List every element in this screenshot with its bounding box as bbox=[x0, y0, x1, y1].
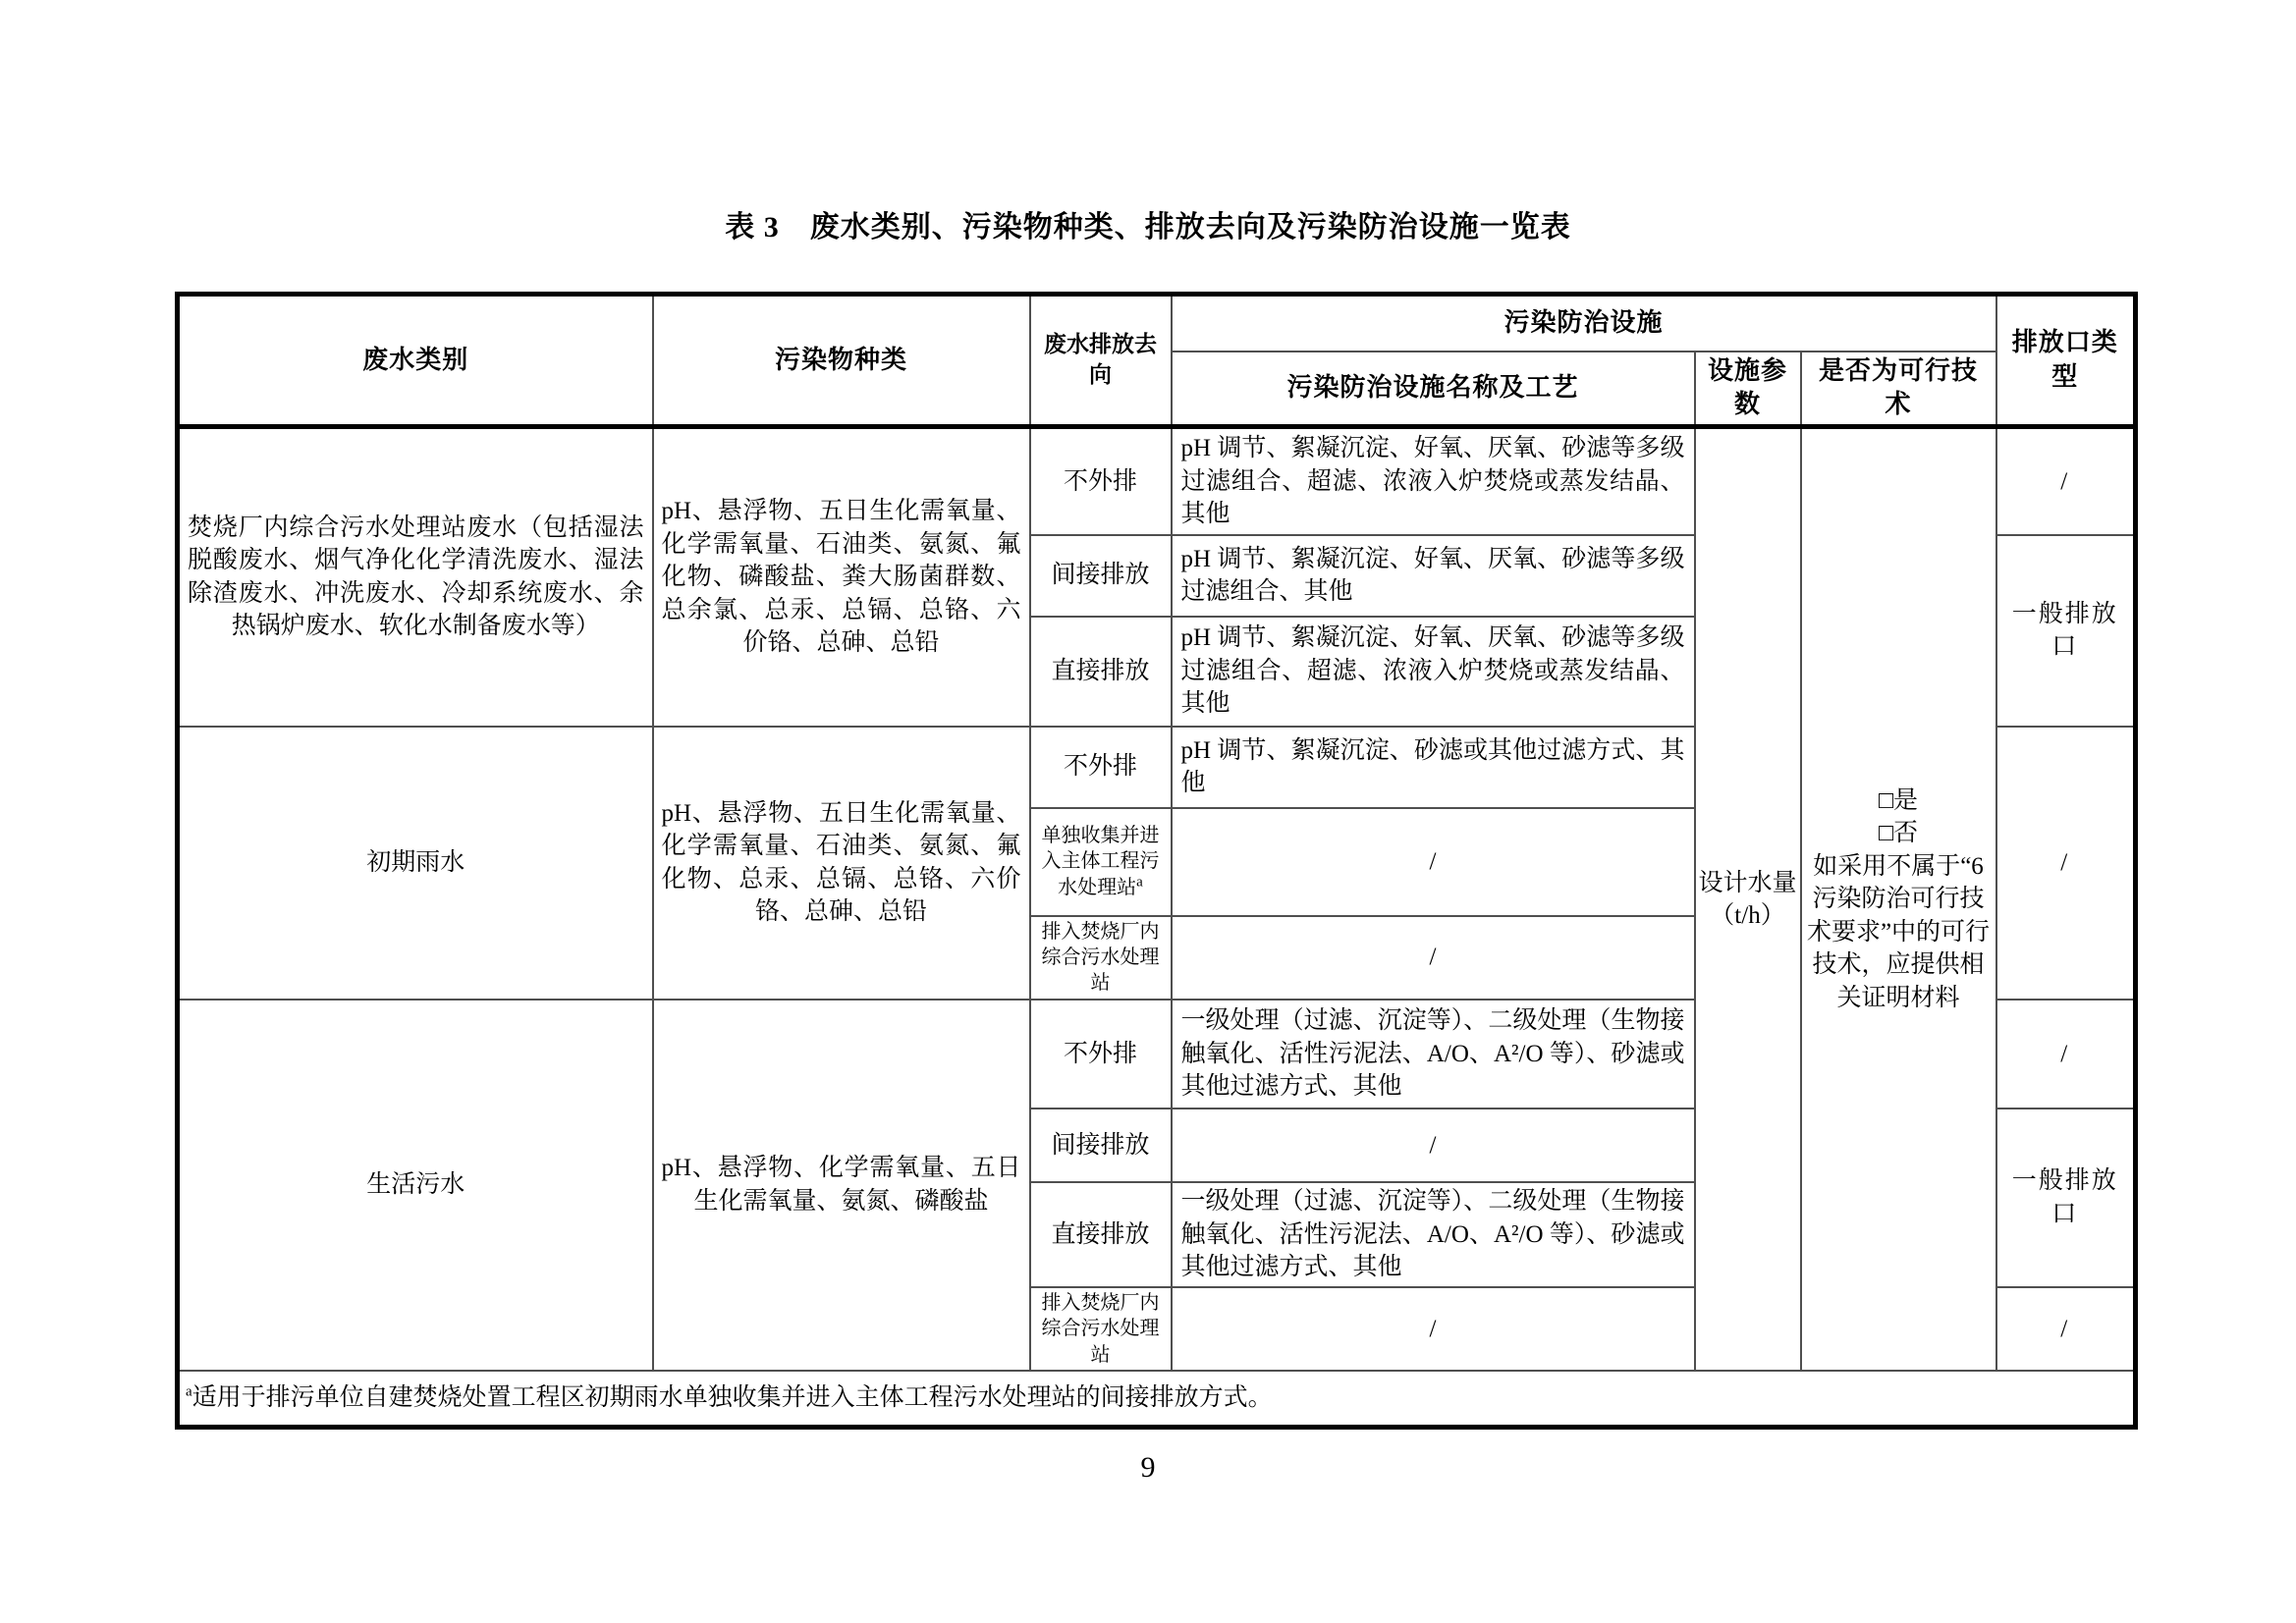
footnote-text: 适用于排污单位自建焚烧处置工程区初期雨水单独收集并进入主体工程污水处理站的间接排放方式。 bbox=[191, 1384, 1273, 1412]
wastewater-category-cell: 初期雨水 bbox=[178, 727, 653, 1000]
facility-process-cell: / bbox=[1172, 916, 1695, 1000]
facility-process-cell: 一级处理（过滤、沉淀等）、二级处理（生物接触氧化、活性污泥法、A/O、A²/O 等）、砂滤或其他过滤方式、其他 bbox=[1172, 1182, 1695, 1287]
destination-cell: 直接排放 bbox=[1030, 617, 1172, 727]
outlet-type-cell: / bbox=[1996, 427, 2136, 535]
facility-process-cell: pH 调节、絮凝沉淀、好氧、厌氧、砂滤等多级过滤组合、其他 bbox=[1172, 535, 1695, 617]
wastewater-category-cell: 生活污水 bbox=[178, 1000, 653, 1371]
facility-process-cell: pH 调节、絮凝沉淀、好氧、厌氧、砂滤等多级过滤组合、超滤、浓液入炉焚烧或蒸发结晶、其他 bbox=[1172, 427, 1695, 535]
feasible-technology-cell bbox=[1801, 427, 1996, 1371]
footnote-marker-ref: a bbox=[1136, 874, 1143, 891]
facility-process-cell: / bbox=[1172, 808, 1695, 916]
checkbox-no: □否 bbox=[1878, 820, 1919, 847]
table-row bbox=[178, 427, 2136, 535]
outlet-type-cell: 一般排放口 bbox=[1996, 1109, 2136, 1287]
wastewater-facilities-table bbox=[175, 292, 2138, 1430]
header-discharge-destination: 废水排放去向 bbox=[1030, 295, 1172, 427]
outlet-type-cell: / bbox=[1996, 1287, 2136, 1371]
feasible-technology-note: 如采用不属于“6污染防治可行技术要求”中的可行技术，应提供相关证明材料 bbox=[1806, 852, 1991, 1011]
footnote bbox=[178, 1371, 2136, 1428]
destination-cell: 直接排放 bbox=[1030, 1182, 1172, 1287]
destination-cell: 不外排 bbox=[1030, 727, 1172, 808]
destination-cell: 不外排 bbox=[1030, 427, 1172, 535]
header-feasible-technology: 是否为可行技术 bbox=[1801, 352, 1996, 427]
header-wastewater-category: 废水类别 bbox=[178, 295, 653, 427]
table-header bbox=[178, 295, 2136, 427]
pollutants-cell: pH、悬浮物、化学需氧量、五日生化需氧量、氨氮、磷酸盐 bbox=[653, 1000, 1030, 1371]
facility-process-cell: pH 调节、絮凝沉淀、好氧、厌氧、砂滤等多级过滤组合、超滤、浓液入炉焚烧或蒸发结晶、其他 bbox=[1172, 617, 1695, 727]
destination-cell: 间接排放 bbox=[1030, 1109, 1172, 1182]
page-title: 表 3 废水类别、污染物种类、排放去向及污染防治设施一览表 bbox=[725, 211, 1571, 243]
outlet-type-cell: / bbox=[1996, 727, 2136, 1000]
header-facility-name-process: 污染防治设施名称及工艺 bbox=[1172, 352, 1695, 427]
destination-cell: 间接排放 bbox=[1030, 535, 1172, 617]
header-pollutant-types: 污染物种类 bbox=[653, 295, 1030, 427]
destination-cell: 单独收集并进入主体工程污水处理站$^a$ bbox=[1030, 808, 1172, 916]
facility-parameter-cell: 设计水量（t/h） bbox=[1695, 427, 1801, 1371]
outlet-type-cell: 一般排放口 bbox=[1996, 535, 2136, 727]
checkbox-yes: □是 bbox=[1878, 786, 1919, 814]
header-facility-params: 设施参数 bbox=[1695, 352, 1801, 427]
outlet-type-cell: / bbox=[1996, 1000, 2136, 1109]
footnote-marker: a bbox=[186, 1383, 192, 1400]
facility-process-cell: / bbox=[1172, 1287, 1695, 1371]
wastewater-category-cell: 焚烧厂内综合污水处理站废水（包括湿法脱酸废水、烟气净化化学清洗废水、湿法除渣废水、冲洗废水、冷却系统废水、余热锅炉废水、软化水制备废水等） bbox=[178, 427, 653, 727]
destination-cell: 排入焚烧厂内综合污水处理站 bbox=[1030, 1287, 1172, 1371]
header-outlet-type: 排放口类型 bbox=[1996, 295, 2136, 427]
table-footnote-row bbox=[178, 1371, 2136, 1428]
destination-cell: 不外排 bbox=[1030, 1000, 1172, 1109]
facility-process-cell: / bbox=[1172, 1109, 1695, 1182]
header-pollution-control-facility: 污染防治设施 bbox=[1172, 295, 1996, 352]
facility-process-cell: pH 调节、絮凝沉淀、砂滤或其他过滤方式、其他 bbox=[1172, 727, 1695, 808]
facility-process-cell: 一级处理（过滤、沉淀等）、二级处理（生物接触氧化、活性污泥法、A/O、A²/O 等）、砂滤或其他过滤方式、其他 bbox=[1172, 1000, 1695, 1109]
pollutants-cell: pH、悬浮物、五日生化需氧量、化学需氧量、石油类、氨氮、氟化物、总汞、总镉、总铬、六价铬、总砷、总铅 bbox=[653, 727, 1030, 1000]
pollutants-cell: pH、悬浮物、五日生化需氧量、化学需氧量、石油类、氨氮、氟化物、磷酸盐、粪大肠菌群数、总余氯、总汞、总镉、总铬、六价铬、总砷、总铅 bbox=[653, 427, 1030, 727]
page-number: 9 bbox=[1140, 1451, 1156, 1484]
destination-cell: 排入焚烧厂内综合污水处理站 bbox=[1030, 916, 1172, 1000]
